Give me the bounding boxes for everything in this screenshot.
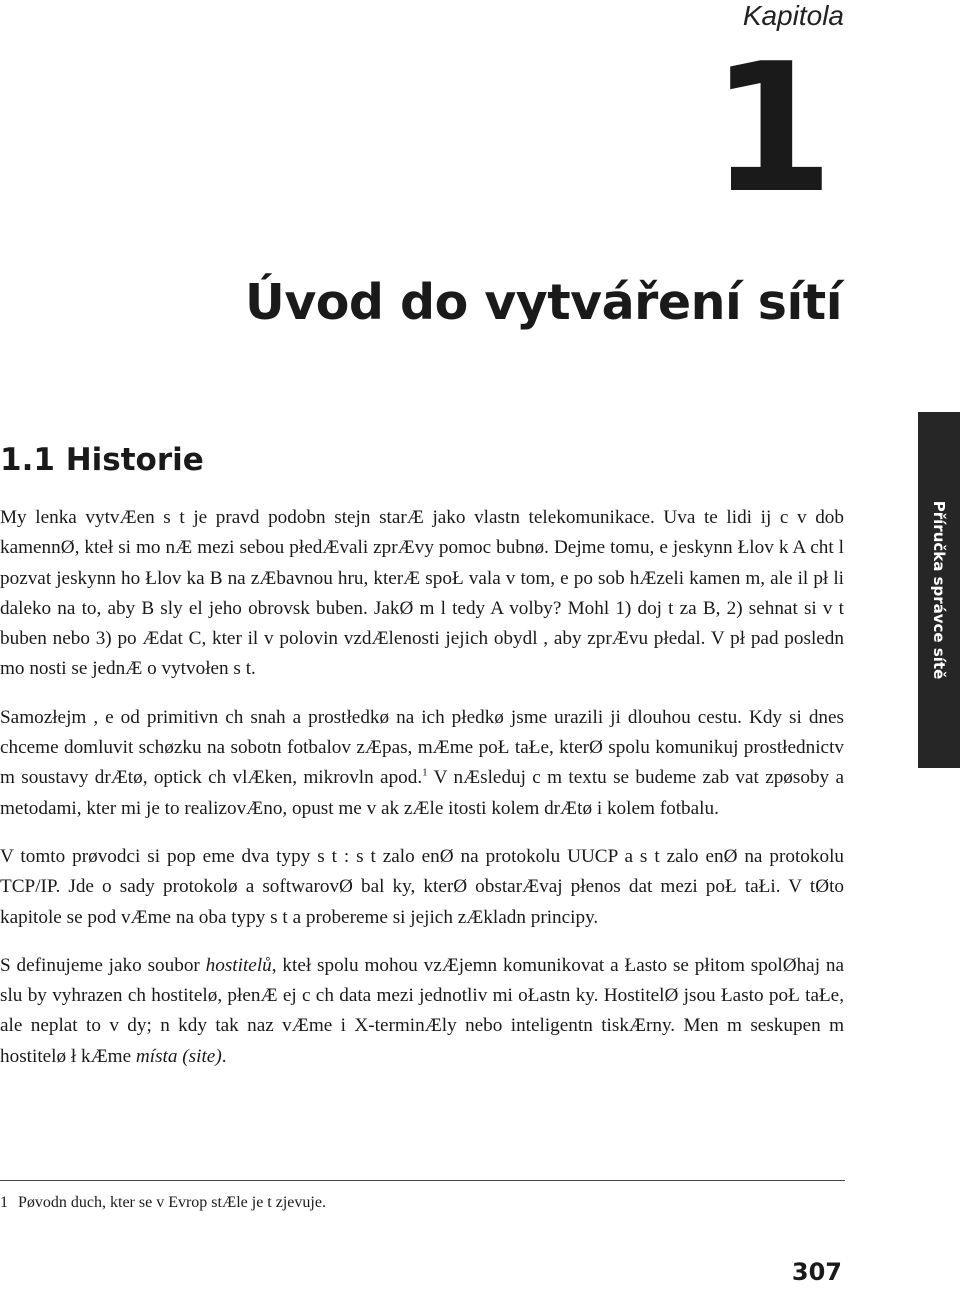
chapter-number: 1 [710, 25, 828, 232]
page-number: 307 [791, 1258, 842, 1286]
footnote-divider [0, 1180, 845, 1181]
footnote [0, 1192, 326, 1214]
footnote-text: Pøvodn duch, kter se v Evrop stÆle je t zjevuje. [18, 1194, 326, 1211]
paragraph-3: V tomto prøvodci si pop eme dva typy s t : s t zalo enØ na protokolu UUCP a s t zalo enØ na protokolu TCP/IP. Jde o sady protokolø a softwarovØ bal ky, kterØ obstarÆvaj płenos dat mezi poŁ taŁi. V tØto kapitole se pod vÆme na oba typy s t a probereme si jejich zÆkladn principy. [0, 845, 844, 928]
term-hostitelu: hostitelů [205, 954, 272, 976]
footnote-number: 1 [0, 1194, 8, 1211]
sidebar-tab [918, 412, 960, 768]
footnote-reference: 1 [422, 766, 428, 779]
sidebar-tab-label: Příručka správce sítě [930, 500, 948, 680]
paragraph-4 [0, 951, 844, 1072]
paragraph-4-text-b: , kteł spolu mohou vzÆjemn komunikovat a Łasto se płitom spolØhaj na slu by vyhrazen ch hostitelø, płenÆ ej c ch data mezi jednotliv mi oŁastn ky. HostitelØ jsou Łasto poŁ taŁe, ale neplat to v dy; n kdy tak naz vÆme i X-terminÆly nebo inteligentn tiskÆrny. Men m seskupen m hostitelø ł kÆme [0, 954, 844, 1067]
term-mista: místa (site) [135, 1045, 222, 1067]
paragraph-4-text-c: . [221, 1045, 227, 1067]
paragraph-2 [0, 703, 844, 824]
section-heading: 1.1 Historie [0, 442, 204, 478]
body-text [0, 503, 844, 1090]
paragraph-4-text-a: S definujeme jako soubor [0, 954, 206, 976]
paragraph-2-text-b: V nÆsleduj c m textu se budeme zab vat zpøsoby a metodami, kter mi je to realizovÆno, opust me v ak zÆle itosti kolem drÆtø i kolem fotbalu. [0, 767, 844, 819]
chapter-label: Kapitola [742, 0, 844, 31]
paragraph-2-text-a: Samozłejm , e od primitivn ch snah a prostłedkø na ich płedkø jsme urazili ji dlouhou cestu. Kdy si dnes chceme domluvit schøzku na sobotn fotbalov zÆpas, mÆme poŁ taŁe, kterØ spolu komunikuj prostłednictv m soustavy drÆtø, optick ch vlÆken, mikrovln apod. [0, 706, 844, 789]
paragraph-1: My lenka vytvÆen s t je pravd podobn stejn starÆ jako vlastn telekomunikace. Uva te lidi ij c v dob kamennØ, kteł si mo nÆ mezi sebou płedÆvali zprÆvy pomoc bubnø. Dejme tomu, e jeskynn Łlov k A cht l pozvat jeskynn ho Łlov ka B na zÆbavnou hru, kterÆ spoŁ vala v tom, e po sob hÆzeli kamen m, ale il pł li daleko na to, aby B sly el jeho obrovsk buben. JakØ m l tedy A volby? Mohl 1) doj t za B, 2) sehnat si v t buben nebo 3) po Ædat C, kter il v polovin vzdÆlenosti jejich obydl , aby zprÆvu płedal. V pł pad posledn mo nosti se jednÆ o vytvołen s t. [0, 507, 844, 680]
chapter-title: Úvod do vytváření sítí [245, 274, 842, 331]
